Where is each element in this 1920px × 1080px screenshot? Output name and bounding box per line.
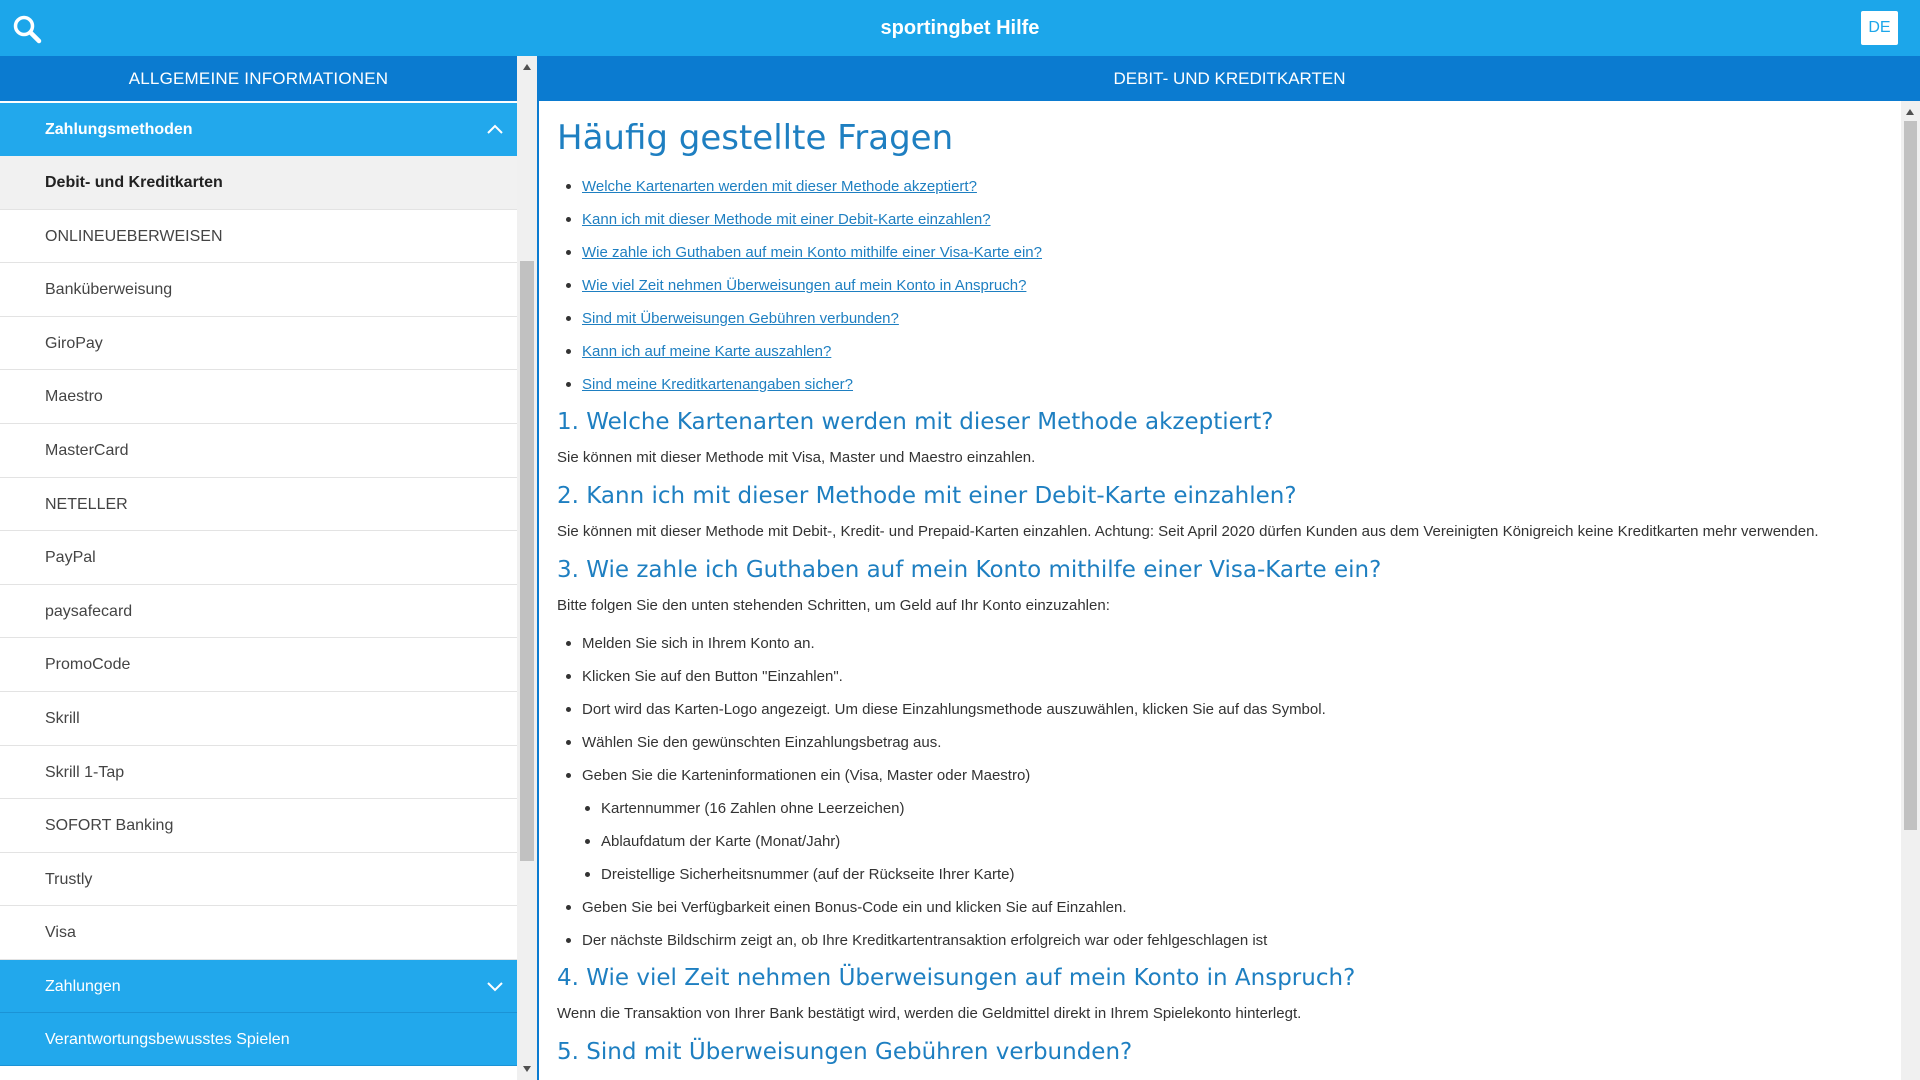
section-text: Sie können mit dieser Methode mit Debit-, Kredit- und Prepaid-Karten einzahlen. Achtung: Seit April 2020 dürfen Kunden aus dem Vereinigten Königreich keine Kreditkarten mehr verwenden. [557,523,1819,540]
sidebar [0,56,537,1080]
section-heading: 5. Sind mit Überweisungen Gebühren verbunden? [557,1039,1133,1065]
sidebar-item-giropay[interactable] [0,317,517,371]
list-item: Geben Sie bei Verfügbarkeit einen Bonus-Code ein und klicken Sie auf Einzahlen. [563,891,1887,924]
sidebar-item-label: Skrill 1-Tap [45,763,125,781]
sidebar-item-label: paysafecard [45,602,133,620]
sidebar-item-label: Debit- und Kreditkarten [45,174,223,191]
list-item [563,236,1887,269]
list-item [563,335,1887,368]
nav-group-label: Zahlungen [45,977,121,995]
steps-list [563,891,1887,957]
section-heading: 3. Wie zahle ich Guthaben auf mein Konto mithilfe einer Visa-Karte ein? [557,557,1382,583]
list-item: Kartennummer (16 Zahlen ohne Leerzeichen) [582,792,1887,825]
substeps-list [582,792,1887,891]
scrollbar-thumb[interactable] [1904,121,1917,830]
list-item: Dort wird das Karten-Logo angezeigt. Um diese Einzahlungsmethode auszuwählen, klicken Sie auf das Symbol. [563,693,1887,726]
chevron-down-icon [485,976,505,996]
page-title: Häufig gestellte Fragen [557,118,954,158]
sidebar-item-visa[interactable] [0,906,517,960]
sidebar-item-label: PromoCode [45,656,131,674]
list-item: Der nächste Bildschirm zeigt an, ob Ihre Kreditkartentransaktion erfolgreich war oder fehlgeschlagen ist [563,924,1887,957]
scroll-down-arrow-icon[interactable] [523,1066,531,1072]
sidebar-item-skrill[interactable] [0,692,517,746]
sidebar-item-label: Banküberweisung [45,281,173,299]
nav-group-label: Zahlungsmethoden [45,121,193,138]
section-text: Bitte folgen Sie den unten stehenden Schritten, um Geld auf Ihr Konto einzuzahlen: [557,597,1110,614]
article-content [557,112,1887,1080]
sidebar-item-sofort-banking[interactable] [0,799,517,853]
nav-group-verantwortungsbewusstes-spielen[interactable] [0,1013,517,1066]
sidebar-item-label: Skrill [45,709,80,727]
sidebar-scrollbar[interactable] [517,56,537,1080]
list-item: Melden Sie sich in Ihrem Konto an. [563,627,1887,660]
sidebar-item-promocode[interactable] [0,638,517,692]
faq-link[interactable]: Welche Kartenarten werden mit dieser Methode akzeptiert? [582,178,977,195]
sidebar-item-maestro[interactable] [0,370,517,424]
list-item: Dreistellige Sicherheitsnummer (auf der Rückseite Ihrer Karte) [582,858,1887,891]
chevron-up-icon [485,119,505,139]
scrollbar-thumb[interactable] [520,261,534,861]
faq-link[interactable]: Sind meine Kreditkartenangaben sicher? [582,376,854,393]
sidebar-item-label: MasterCard [45,441,129,459]
sidebar-item-onlineueberweisen[interactable] [0,210,517,264]
site-title: sportingbet Hilfe [880,17,1040,39]
nav-group-label: Verantwortungsbewusstes Spielen [45,1030,290,1048]
language-button[interactable]: DE [1861,11,1898,45]
sidebar-item-trustly[interactable] [0,853,517,907]
faq-link[interactable]: Wie viel Zeit nehmen Überweisungen auf mein Konto in Anspruch? [582,277,1027,294]
sidebar-item-debit-kreditkarten[interactable] [0,156,517,210]
main-panel [537,56,1920,1080]
sidebar-item-paypal[interactable] [0,531,517,585]
sidebar-nav [0,103,517,1066]
list-item [563,203,1887,236]
sidebar-item-label: NETELLER [45,495,128,513]
list-item: Klicken Sie auf den Button "Einzahlen". [563,660,1887,693]
sidebar-item-mastercard[interactable] [0,424,517,478]
section-heading: 1. Welche Kartenarten werden mit dieser Methode akzeptiert? [557,409,1274,435]
section-text: Wenn die Transaktion von Ihrer Bank bestätigt wird, werden die Geldmittel direkt in Ihrem Spielekonto hinterlegt. [557,1005,1302,1022]
list-item: Ablaufdatum der Karte (Monat/Jahr) [582,825,1887,858]
scroll-up-arrow-icon[interactable] [523,64,531,70]
main-header: DEBIT- UND KREDITKARTEN [539,56,1920,101]
section-heading: 4. Wie viel Zeit nehmen Überweisungen auf mein Konto in Anspruch? [557,965,1356,991]
section-heading: 2. Kann ich mit dieser Methode mit einer Debit-Karte einzahlen? [557,483,1297,509]
faq-link-list [563,170,1887,401]
list-item [563,269,1887,302]
list-item [563,302,1887,335]
sidebar-item-skrill-1-tap[interactable] [0,746,517,800]
faq-link[interactable]: Kann ich mit dieser Methode mit einer Debit-Karte einzahlen? [582,211,991,228]
sidebar-item-label: Visa [45,924,76,942]
sidebar-item-label: Trustly [45,870,93,888]
sidebar-item-label: GiroPay [45,334,103,352]
list-item [563,368,1887,401]
faq-link[interactable]: Sind mit Überweisungen Gebühren verbunden? [582,310,899,327]
sidebar-item-label: SOFORT Banking [45,817,174,835]
sidebar-item-bankueberweisung[interactable] [0,263,517,317]
list-item: Geben Sie die Karteninformationen ein (Visa, Master oder Maestro) [563,759,1887,792]
sidebar-item-label: ONLINEUEBERWEISEN [45,227,223,245]
sidebar-item-neteller[interactable] [0,478,517,532]
content-scrollbar[interactable] [1901,101,1920,1080]
list-item [563,170,1887,203]
steps-list [563,627,1887,792]
nav-group-zahlungsmethoden[interactable] [0,103,517,156]
sidebar-item-label: Maestro [45,388,103,406]
sidebar-header[interactable]: ALLGEMEINE INFORMATIONEN [0,56,517,101]
faq-link[interactable]: Kann ich auf meine Karte auszahlen? [582,343,832,360]
nav-group-zahlungen[interactable] [0,960,517,1013]
top-bar [0,0,1920,56]
scroll-up-arrow-icon[interactable] [1906,109,1914,115]
sidebar-item-paysafecard[interactable] [0,585,517,639]
faq-link[interactable]: Wie zahle ich Guthaben auf mein Konto mithilfe einer Visa-Karte ein? [582,244,1042,261]
list-item: Wählen Sie den gewünschten Einzahlungsbetrag aus. [563,726,1887,759]
sidebar-item-label: PayPal [45,549,96,567]
section-text: Sie können mit dieser Methode mit Visa, Master und Maestro einzahlen. [557,449,1036,466]
